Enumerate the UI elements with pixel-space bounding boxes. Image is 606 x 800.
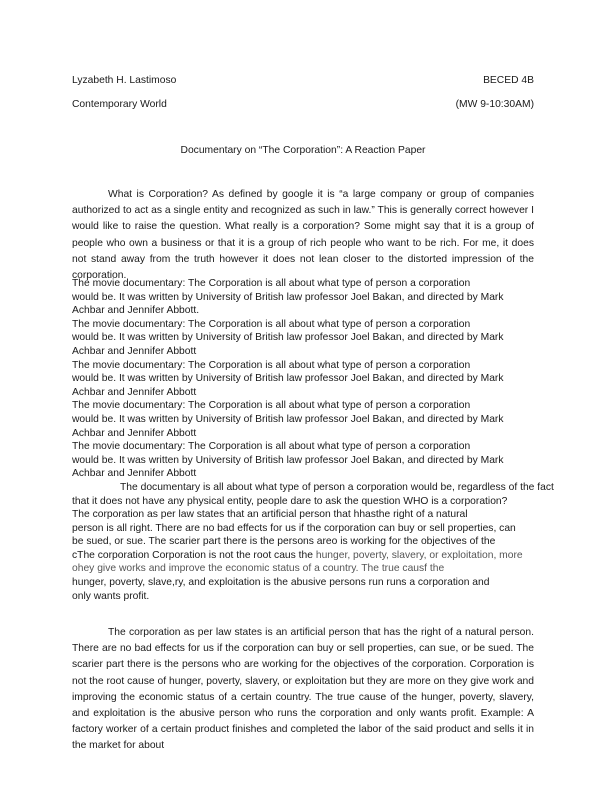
- draft-line: The movie documentary: The Corporation is all about what type of person a corporation: [72, 441, 471, 453]
- course-name: Contemporary World: [72, 99, 167, 110]
- paragraph-main: [72, 625, 534, 755]
- draft-line: The documentary is all about what type of person a corporation would be, regardless of the fact: [120, 481, 554, 493]
- header-row-1: [72, 74, 534, 87]
- header-row-2: [72, 98, 534, 111]
- draft-line: The movie documentary: The Corporation is all about what type of person a corporation: [72, 359, 471, 371]
- draft-line: would be. It was written by University of British law professor Joel Bakan, and directed by Mark: [72, 373, 504, 385]
- draft-line: The corporation as per law states that an artificial person that hhasthe right of a natural: [72, 509, 468, 521]
- section-code: BECED 4B: [483, 75, 534, 86]
- paper-title: Documentary on “The Corporation”: A Reaction Paper: [180, 145, 426, 156]
- draft-line: Achbar and Jennifer Abbott: [72, 345, 197, 357]
- draft-line: that it does not have any physical entity, people dare to ask the question WHO is a corporation?: [72, 495, 508, 507]
- draft-line: would be. It was written by University of British law professor Joel Bakan, and directed by Mark: [72, 454, 504, 466]
- draft-line: The movie documentary: The Corporation is all about what type of person a corporation: [72, 400, 471, 412]
- draft-line: Achbar and Jennifer Abbott.: [72, 305, 200, 317]
- draft-line: person is all right. There are no bad effects for us if the corporation can buy or sell properties, can: [72, 522, 516, 534]
- draft-line: Achbar and Jennifer Abbott: [72, 386, 197, 398]
- author-name: Lyzabeth H. Lastimoso: [72, 75, 177, 86]
- draft-line: hunger, poverty, slave,ry, and exploitation is the abusive persons run runs a corporation and: [72, 577, 490, 589]
- class-schedule: (MW 9-10:30AM): [455, 99, 534, 110]
- draft-line: Achbar and Jennifer Abbott: [72, 427, 197, 439]
- draft-line: The movie documentary: The Corporation is all about what type of person a corporation: [72, 318, 471, 330]
- draft-line-mixed: [72, 549, 542, 563]
- draft-line-grey: ohey give works and improve the economic status of a country. The true causf the: [72, 563, 445, 575]
- draft-line: Achbar and Jennifer Abbott: [72, 468, 197, 480]
- draft-line: would be. It was written by University of British law professor Joel Bakan, and directed by Mark: [72, 332, 504, 344]
- draft-line-head: cThe corporation Corporation is not the root caus the: [72, 549, 313, 561]
- paragraph-intro: [72, 187, 534, 284]
- draft-line: only wants profit.: [72, 590, 150, 602]
- paragraph-intro-text: What is Corporation? As defined by google it is “a large company or group of companies authorized to act as a single entity and recognized as such in law.” This is generally correct however I would like to raise the question. What really is a corporation? Some might say that it is a group of people who own a business or that it is a group of rich people who want to be rich. For me, it does not stand away from the truth however it does not lean closer to the distorted impression of the corporation.: [72, 189, 534, 282]
- draft-line: be sued, or sue. The scarier part there is the persons areo is working for the objectives of the: [72, 536, 496, 548]
- paragraph-main-text: The corporation as per law states is an artificial person that has the right of a natural person. There are no bad effects for us if the corporation can buy or sell properties, can sue, or be sued. The scarier part there is the persons who are working for the objectives of the corporation. Corporation is not the root cause of hunger, poverty, slavery, or exploitation but they are more on they give work and improving the economic status of a certain country. The true cause of the hunger, poverty, slavery, and exploitation is the abusive person who runs the corporation and only wants profit. Example: A factory worker of a certain product finishes and completed the labor of the said product and sells it in the market for about: [72, 627, 534, 752]
- draft-line: would be. It was written by University of British law professor Joel Bakan, and directed by Mark: [72, 291, 504, 303]
- draft-text-block: [72, 277, 554, 603]
- draft-line: would be. It was written by University of British law professor Joel Bakan, and directed by Mark: [72, 413, 504, 425]
- draft-line-tail-grey: hunger, poverty, slavery, or exploitation, more: [315, 549, 523, 561]
- draft-line: The movie documentary: The Corporation is all about what type of person a corporation: [72, 278, 471, 289]
